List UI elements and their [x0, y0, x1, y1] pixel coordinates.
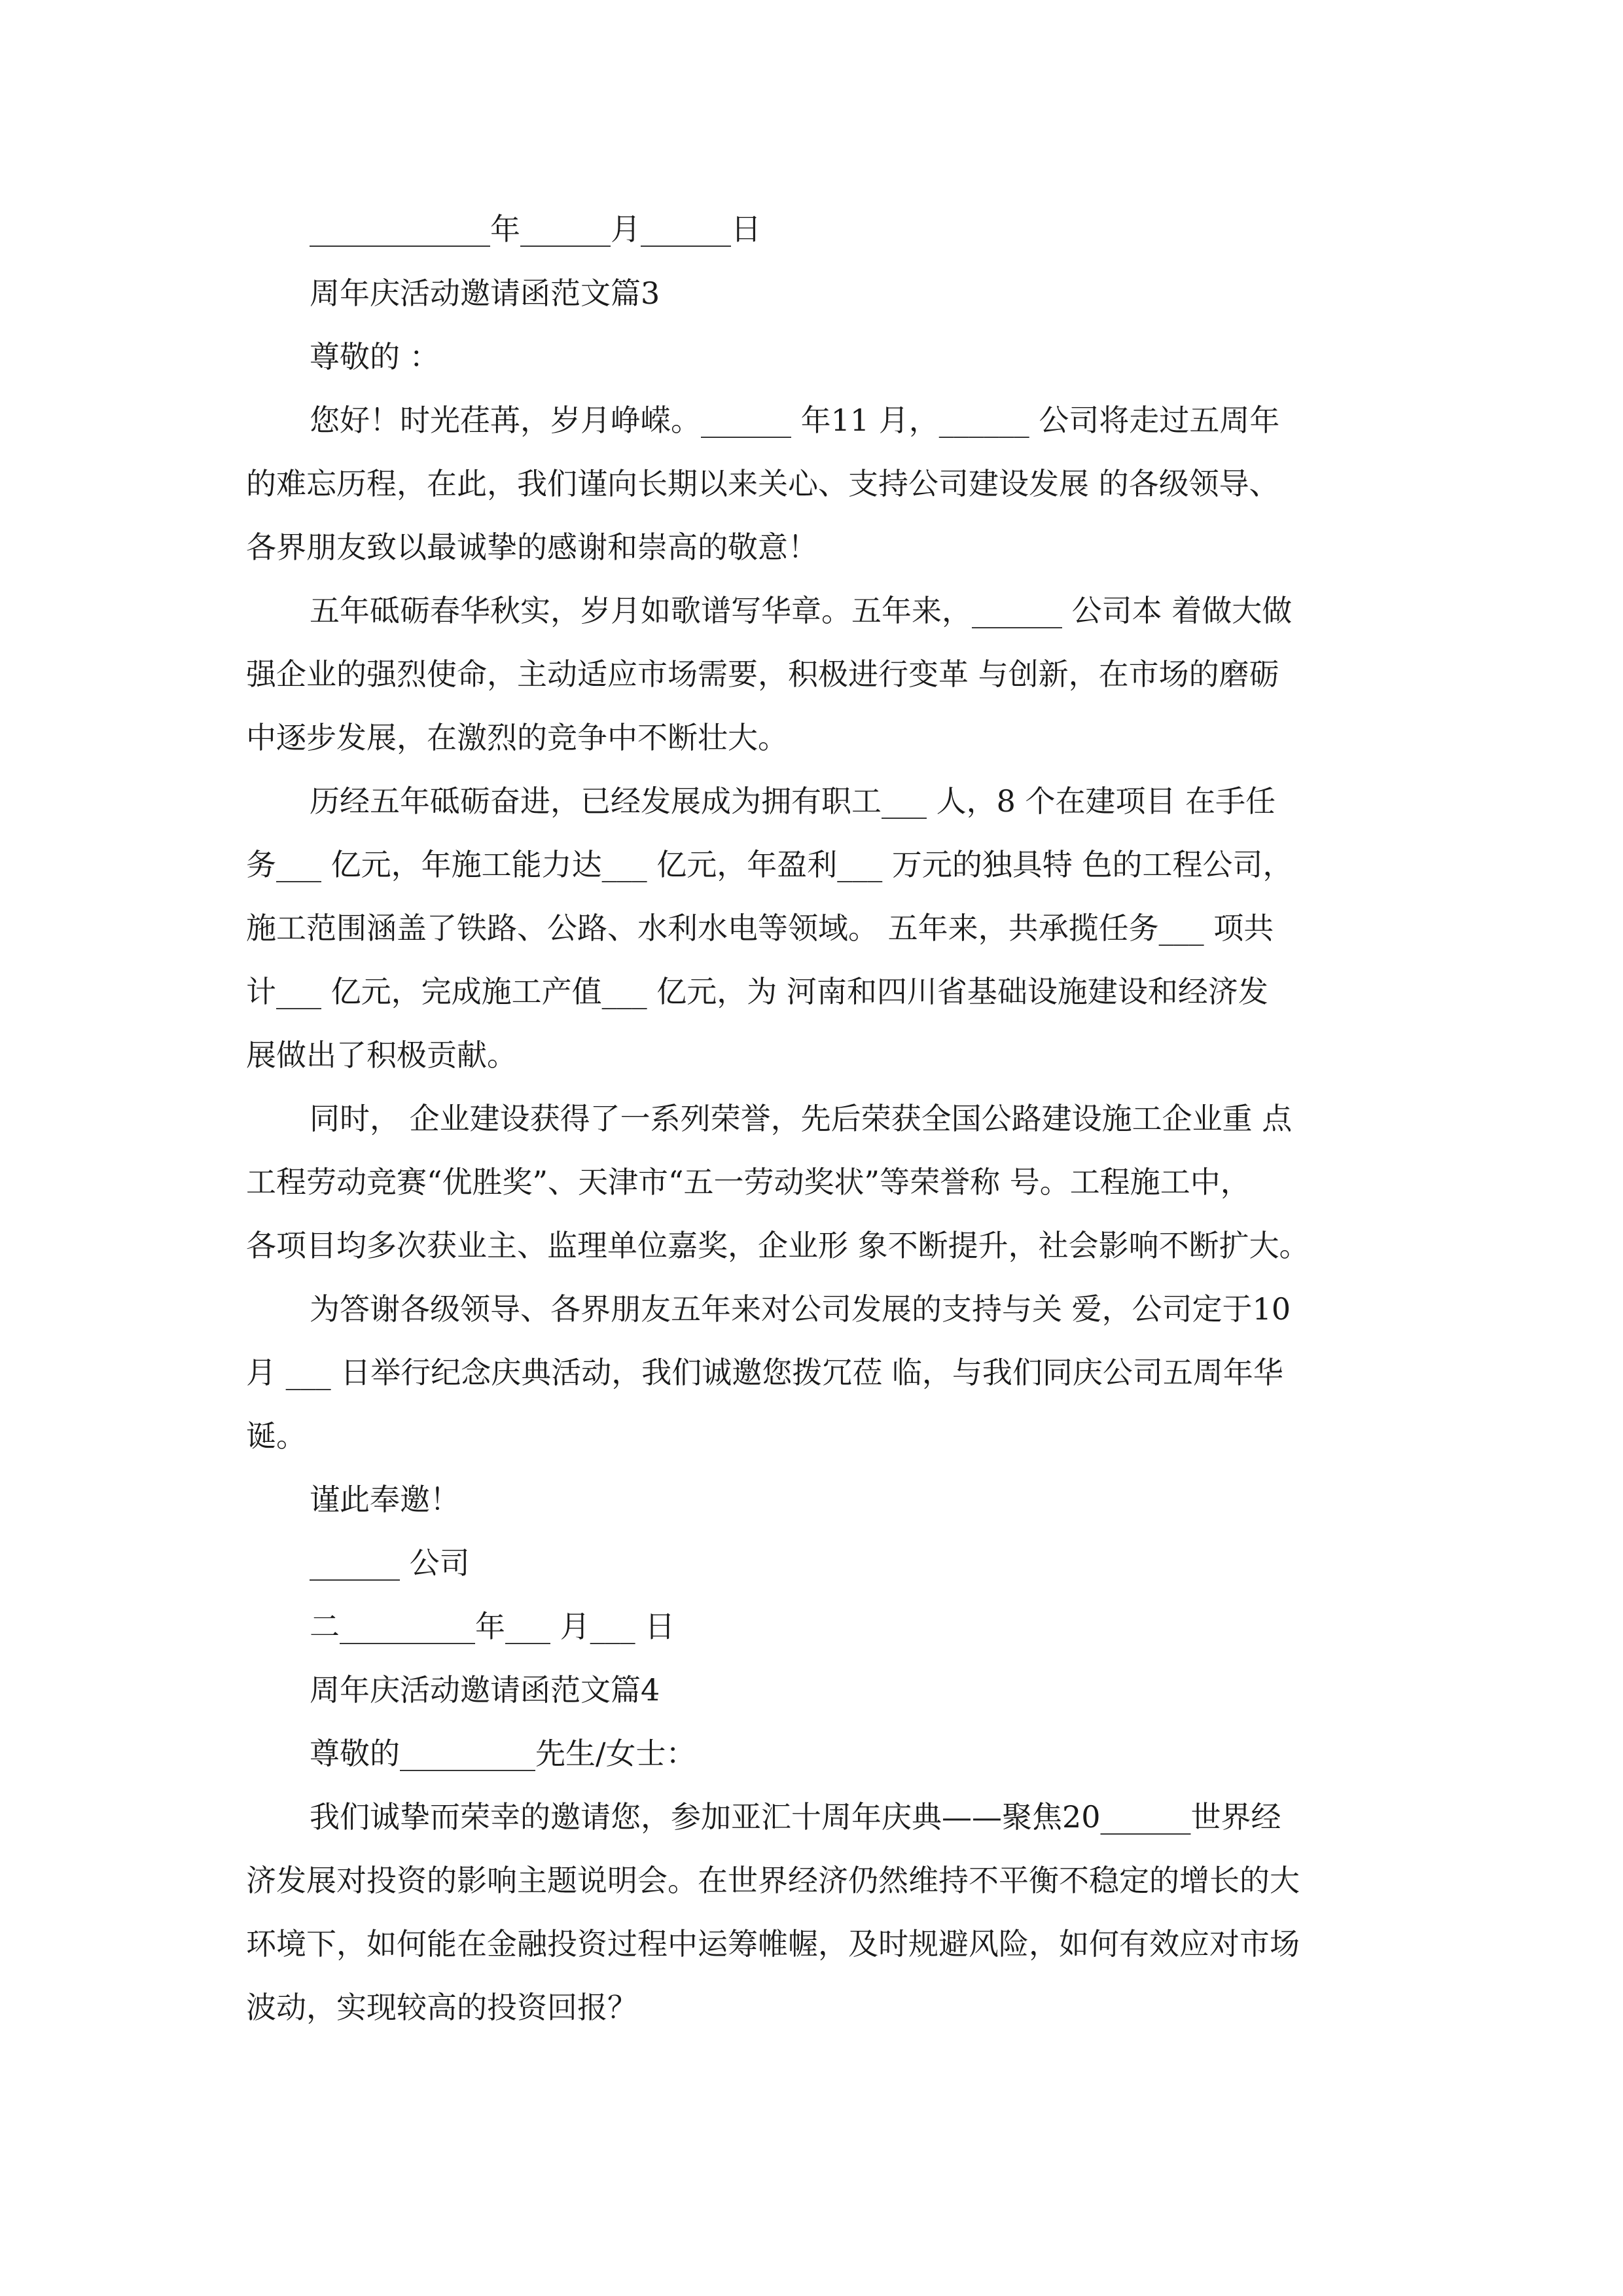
- paragraph-line: 强企业的强烈使命，主动适应市场需要，积极进行变革 与创新，在市场的磨砺: [246, 656, 1279, 692]
- paragraph-line: 中逐步发展，在激烈的竞争中不断壮大。: [246, 720, 788, 755]
- date-line: ____________年______月______日: [310, 211, 761, 247]
- paragraph-line: 波动，实现较高的投资回报？: [246, 1990, 637, 2025]
- signature-company: ______ 公司: [310, 1545, 470, 1581]
- paragraph-line: 计___ 亿元，完成施工产值___ 亿元，为 河南和四川省基础设施建设和经济发: [246, 974, 1268, 1009]
- paragraph-line: 工程劳动竞赛“优胜奖”、天津市“五一劳动奖状”等荣誉称 号。工程施工中，: [246, 1164, 1251, 1200]
- paragraph-line: 月 ___ 日举行纪念庆典活动，我们诚邀您拨冗莅 临，与我们同庆公司五周年华: [246, 1355, 1283, 1390]
- paragraph-line: 历经五年砥砺奋进，已经发展成为拥有职工___ 人，8 个在建项目 在手任: [310, 783, 1276, 819]
- signature-date: 二_________年___ 月___ 日: [310, 1609, 675, 1644]
- paragraph-line: 诞。: [246, 1418, 306, 1454]
- section-title-3: 周年庆活动邀请函范文篇3: [310, 276, 660, 311]
- closing-line: 谨此奉邀！: [310, 1482, 460, 1517]
- paragraph-line: 为答谢各级领导、各界朋友五年来对公司发展的支持与关 爱，公司定于10: [310, 1291, 1291, 1327]
- paragraph-line: 我们诚挚而荣幸的邀请您，参加亚汇十周年庆典——聚焦20______世界经: [310, 1799, 1281, 1835]
- paragraph-line: 同时， 企业建设获得了一系列荣誉，先后荣获全国公路建设施工企业重 点: [310, 1101, 1293, 1136]
- paragraph-line: 环境下，如何能在金融投资过程中运筹帷幄，及时规避风险，如何有效应对市场: [246, 1926, 1300, 1962]
- section-title-4: 周年庆活动邀请函范文篇4: [310, 1672, 660, 1708]
- paragraph-line: 各项目均多次获业主、监理单位嘉奖，企业形 象不断提升，社会影响不断扩大。: [246, 1228, 1310, 1263]
- paragraph-line: 务___ 亿元，年施工能力达___ 亿元，年盈利___ 万元的独具特 色的工程公司，: [246, 847, 1293, 882]
- paragraph-line: 您好！时光荏苒，岁月峥嵘。______ 年11 月，______ 公司将走过五周年: [310, 403, 1280, 438]
- salutation: 尊敬的 ：: [310, 339, 440, 374]
- paragraph-line: 济发展对投资的影响主题说明会。在世界经济仍然维持不平衡不稳定的增长的大: [246, 1863, 1300, 1898]
- paragraph-line: 各界朋友致以最诚挚的感谢和崇高的敬意！: [246, 529, 818, 565]
- paragraph-line: 的难忘历程，在此，我们谨向长期以来关心、支持公司建设发展 的各级领导、: [246, 466, 1279, 501]
- paragraph-line: 展做出了积极贡献。: [246, 1037, 517, 1073]
- salutation: 尊敬的_________先生/女士：: [310, 1736, 696, 1771]
- paragraph-line: 五年砥砺春华秋实，岁月如歌谱写华章。五年来，______ 公司本 着做大做: [310, 593, 1293, 628]
- paragraph-line: 施工范围涵盖了铁路、公路、水利水电等领域。 五年来，共承揽任务___ 项共: [246, 910, 1274, 946]
